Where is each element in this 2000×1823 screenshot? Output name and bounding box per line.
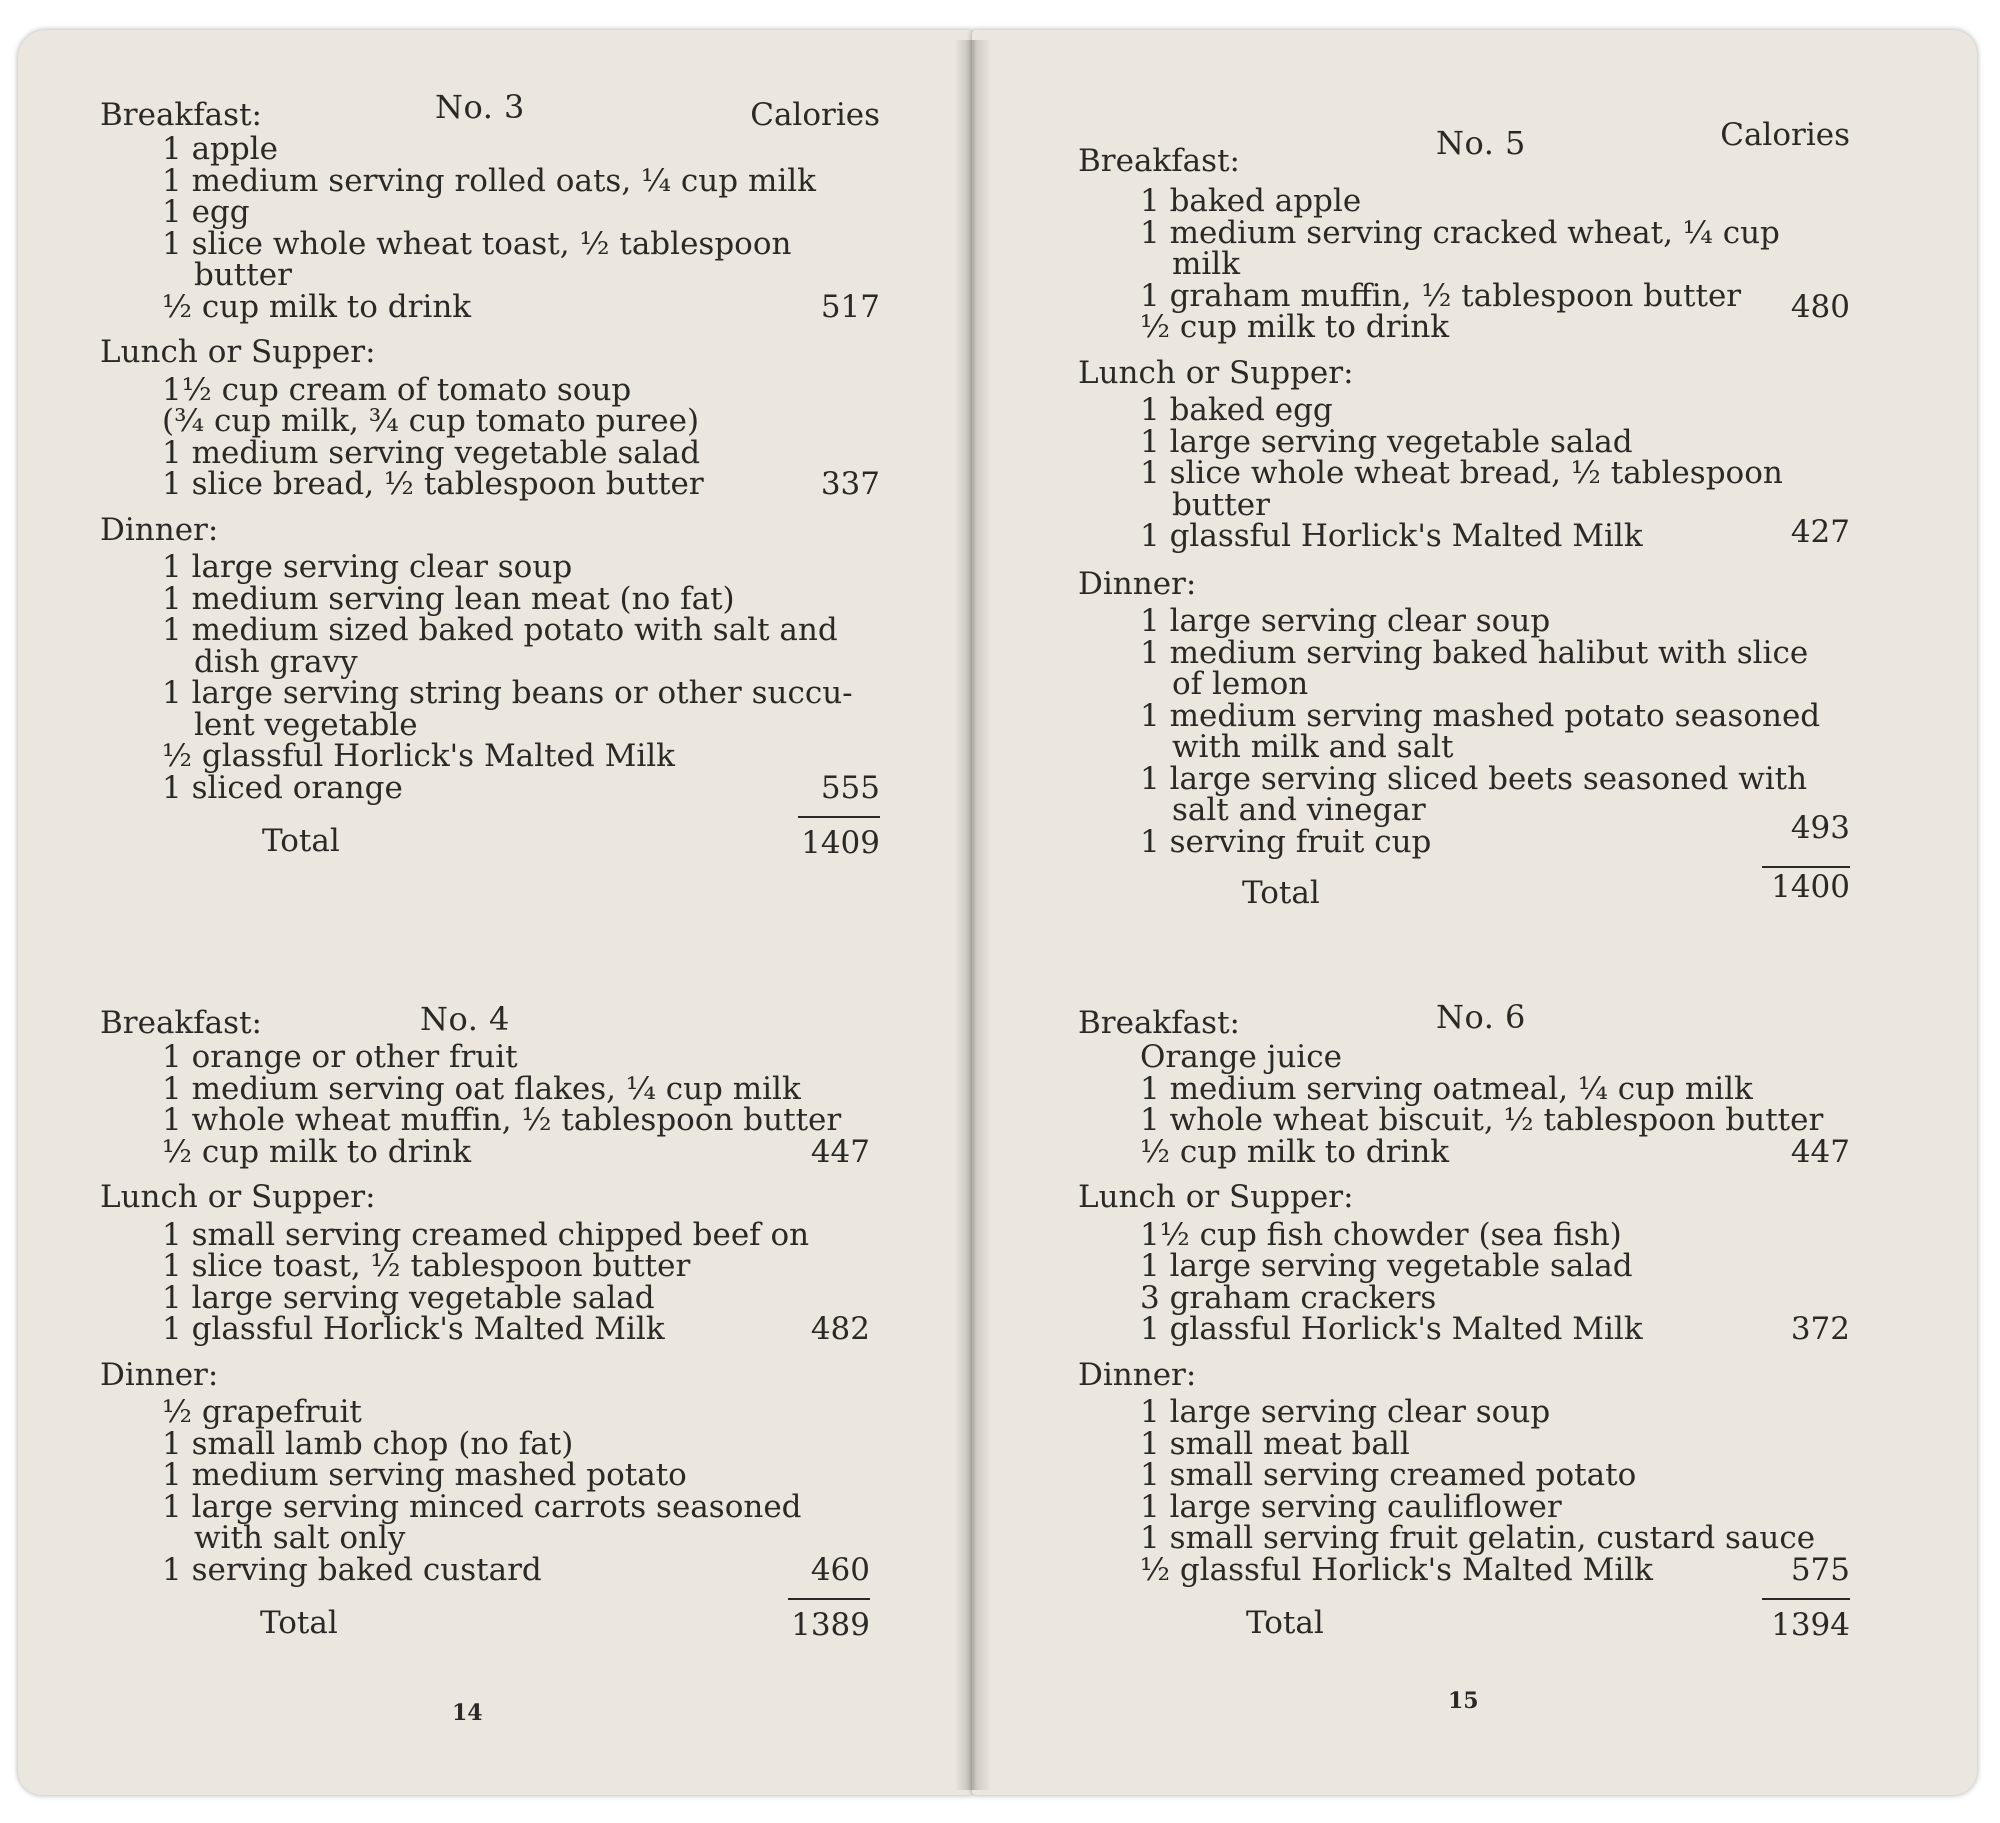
menu-item: ½ grapefruit [162, 1394, 362, 1430]
menu-item: 1 medium serving mashed potato [162, 1457, 687, 1493]
menu-item: 1 medium serving mashed potato seasoned [1140, 697, 1821, 734]
total-row [100, 1604, 870, 1648]
meal-calories: 427 [1790, 514, 1850, 550]
total-label: Total [262, 823, 340, 859]
meal-breakfast [100, 1039, 870, 1170]
meal-calories: 447 [810, 1133, 870, 1170]
total-rule [798, 816, 880, 818]
meal-label-breakfast: Breakfast: [100, 1005, 262, 1041]
meal-calories: 372 [1790, 1311, 1850, 1347]
menu-item: 1 whole wheat muffin, ½ tablespoon butter [162, 1102, 842, 1138]
menu-item: 1 medium serving baked halibut with slice [1140, 634, 1809, 671]
meal-dinner [1078, 1394, 1850, 1588]
total-row [1078, 1604, 1850, 1648]
menu-item: 1 large serving vegetable salad [162, 1279, 655, 1316]
page-number: 15 [1448, 1688, 1479, 1714]
menu-item: (¾ cup milk, ¾ cup tomato puree) [162, 403, 700, 439]
total-rule [1762, 1598, 1850, 1600]
meal-calories: 482 [810, 1311, 870, 1347]
total-rule [788, 1598, 870, 1600]
meal-breakfast [1078, 1039, 1850, 1170]
menu-no-3 [100, 88, 880, 866]
meal-calories: 493 [1790, 809, 1850, 846]
total-row [1078, 869, 1850, 916]
meal-label-lunch: Lunch or Supper: [1078, 354, 1354, 391]
menu-item: ½ glassful Horlick's Malted Milk [162, 738, 675, 774]
meal-calories: 460 [810, 1551, 870, 1588]
menu-item: 1 medium sized baked potato with salt and [162, 612, 838, 648]
menu-item: 1 medium serving rolled oats, ¼ cup milk [162, 162, 816, 199]
menu-item: 1 large serving string beans or other succu- [162, 675, 853, 711]
menu-item-continuation: of lemon [1172, 666, 1309, 702]
menu-item: 1 glassful Horlick's Malted Milk [1140, 518, 1643, 554]
menu-item-continuation: butter [194, 257, 292, 293]
page-number: 14 [452, 1700, 483, 1726]
menu-item: 1 large serving cauliflower [1140, 1488, 1562, 1525]
menu-item: 1 apple [162, 131, 279, 167]
total-value: 1394 [1771, 1607, 1850, 1643]
menu-item: 1 slice whole wheat bread, ½ tablespoon [1140, 455, 1783, 491]
meal-lunch [1078, 1216, 1850, 1347]
total-label: Total [1242, 875, 1320, 911]
menu-number: No. 4 [420, 1000, 510, 1038]
menu-item: 1 small serving creamed chipped beef on [162, 1216, 810, 1253]
meal-calories: 517 [820, 288, 880, 325]
menu-item: 1 small lamb chop (no fat) [162, 1425, 574, 1462]
menu-item: 1 medium serving vegetable salad [162, 434, 701, 471]
menu-item: 1 sliced orange [162, 769, 403, 806]
menu-item: 1 graham muffin, ½ tablespoon butter [1140, 277, 1742, 314]
meal-breakfast [1078, 183, 1850, 345]
menu-item: ½ cup milk to drink [162, 1133, 472, 1170]
meal-label-lunch: Lunch or Supper: [100, 334, 376, 370]
menu-item: 1½ cup fish chowder (sea fish) [1140, 1216, 1622, 1253]
menu-item: 1 slice whole wheat toast, ½ tablespoon [162, 225, 792, 262]
menu-item: 1 small serving creamed potato [1140, 1457, 1637, 1493]
menu-item: 1 medium serving lean meat (no fat) [162, 580, 735, 617]
menu-item: 1½ cup cream of tomato soup [162, 371, 632, 408]
meal-breakfast [100, 131, 880, 325]
meal-label-dinner: Dinner: [1078, 1356, 1197, 1393]
menu-no-4 [100, 1000, 870, 1648]
menu-item: 1 baked egg [1140, 392, 1333, 428]
meal-label-dinner: Dinner: [100, 1356, 219, 1393]
menu-item: 1 large serving vegetable salad [1140, 423, 1633, 460]
menu-no-6 [1078, 1000, 1850, 1648]
menu-item: 1 baked apple [1140, 183, 1362, 219]
menu-no-5 [1078, 117, 1850, 916]
menu-item: 1 large serving clear soup [1140, 1394, 1551, 1430]
meal-calories: 480 [1790, 289, 1850, 325]
menu-item: 1 slice bread, ½ tablespoon butter [162, 466, 704, 502]
menu-item: 3 graham crackers [1140, 1279, 1437, 1316]
total-value: 1409 [801, 825, 880, 861]
total-label: Total [260, 1605, 338, 1641]
total-value: 1400 [1771, 869, 1850, 905]
menu-item: 1 large serving clear soup [1140, 603, 1551, 639]
menu-header [1078, 1000, 1850, 1042]
meal-lunch [1078, 392, 1850, 554]
menu-item: 1 slice toast, ½ tablespoon butter [162, 1248, 691, 1284]
total-rule [1762, 866, 1850, 868]
meal-label-lunch: Lunch or Supper: [100, 1179, 376, 1215]
meal-calories: 555 [820, 769, 880, 806]
meal-label-dinner: Dinner: [1078, 565, 1197, 602]
menu-item: ½ cup milk to drink [1140, 309, 1450, 345]
menu-item: Orange juice [1140, 1039, 1342, 1075]
meal-dinner [1078, 603, 1850, 860]
menu-item: ½ cup milk to drink [1140, 1133, 1450, 1170]
menu-item-continuation: with milk and salt [1172, 729, 1454, 765]
meal-label-breakfast: Breakfast: [1078, 143, 1240, 179]
menu-item: 1 glassful Horlick's Malted Milk [1140, 1311, 1643, 1347]
menu-item: 1 serving fruit cup [1140, 823, 1432, 860]
menu-item: 1 medium serving oat flakes, ¼ cup milk [162, 1070, 801, 1107]
menu-item: 1 whole wheat biscuit, ½ tablespoon butter [1140, 1102, 1824, 1138]
calories-header: Calories [750, 97, 880, 133]
menu-item-continuation: butter [1172, 486, 1270, 523]
menu-number: No. 3 [435, 88, 525, 126]
calories-header: Calories [1720, 117, 1850, 153]
menu-header [1078, 117, 1850, 179]
menu-header [100, 1000, 870, 1042]
menu-item: 1 glassful Horlick's Malted Milk [162, 1311, 665, 1347]
meal-calories: 447 [1790, 1133, 1850, 1170]
menu-item-continuation: dish gravy [194, 643, 358, 680]
menu-item: 1 serving baked custard [162, 1551, 542, 1588]
meal-label-breakfast: Breakfast: [1078, 1005, 1240, 1041]
menu-item: 1 medium serving cracked wheat, ¼ cup [1140, 214, 1780, 251]
meal-lunch [100, 371, 880, 502]
menu-item: 1 small meat ball [1140, 1425, 1410, 1462]
menu-header [100, 88, 880, 134]
meal-label-lunch: Lunch or Supper: [1078, 1179, 1354, 1215]
menu-item: 1 large serving sliced beets seasoned with [1140, 760, 1808, 797]
total-label: Total [1246, 1605, 1324, 1641]
menu-item: 1 large serving clear soup [162, 549, 573, 585]
menu-item: 1 large serving vegetable salad [1140, 1248, 1633, 1284]
menu-item: 1 egg [162, 194, 250, 230]
menu-item-continuation: lent vegetable [194, 706, 418, 743]
menu-item: 1 orange or other fruit [162, 1039, 518, 1075]
meal-dinner [100, 1394, 870, 1588]
meal-dinner [100, 549, 880, 806]
total-value: 1389 [791, 1607, 870, 1643]
meal-label-dinner: Dinner: [100, 511, 219, 548]
meal-calories: 337 [820, 466, 880, 502]
menu-number: No. 5 [1436, 124, 1526, 162]
total-row [100, 822, 880, 866]
menu-item: ½ glassful Horlick's Malted Milk [1140, 1551, 1653, 1588]
book-gutter [955, 40, 991, 1790]
menu-number: No. 6 [1436, 998, 1526, 1036]
menu-item-continuation: with salt only [194, 1520, 406, 1556]
meal-label-breakfast: Breakfast: [100, 97, 262, 133]
menu-item: 1 small serving fruit gelatin, custard sauce [1140, 1520, 1816, 1556]
meal-lunch [100, 1216, 870, 1347]
menu-item: 1 medium serving oatmeal, ¼ cup milk [1140, 1070, 1753, 1107]
menu-item: ½ cup milk to drink [162, 288, 472, 325]
menu-item-continuation: milk [1172, 246, 1241, 282]
menu-item: 1 large serving minced carrots seasoned [162, 1488, 802, 1525]
meal-calories: 575 [1790, 1551, 1850, 1588]
menu-item-continuation: salt and vinegar [1172, 792, 1426, 828]
